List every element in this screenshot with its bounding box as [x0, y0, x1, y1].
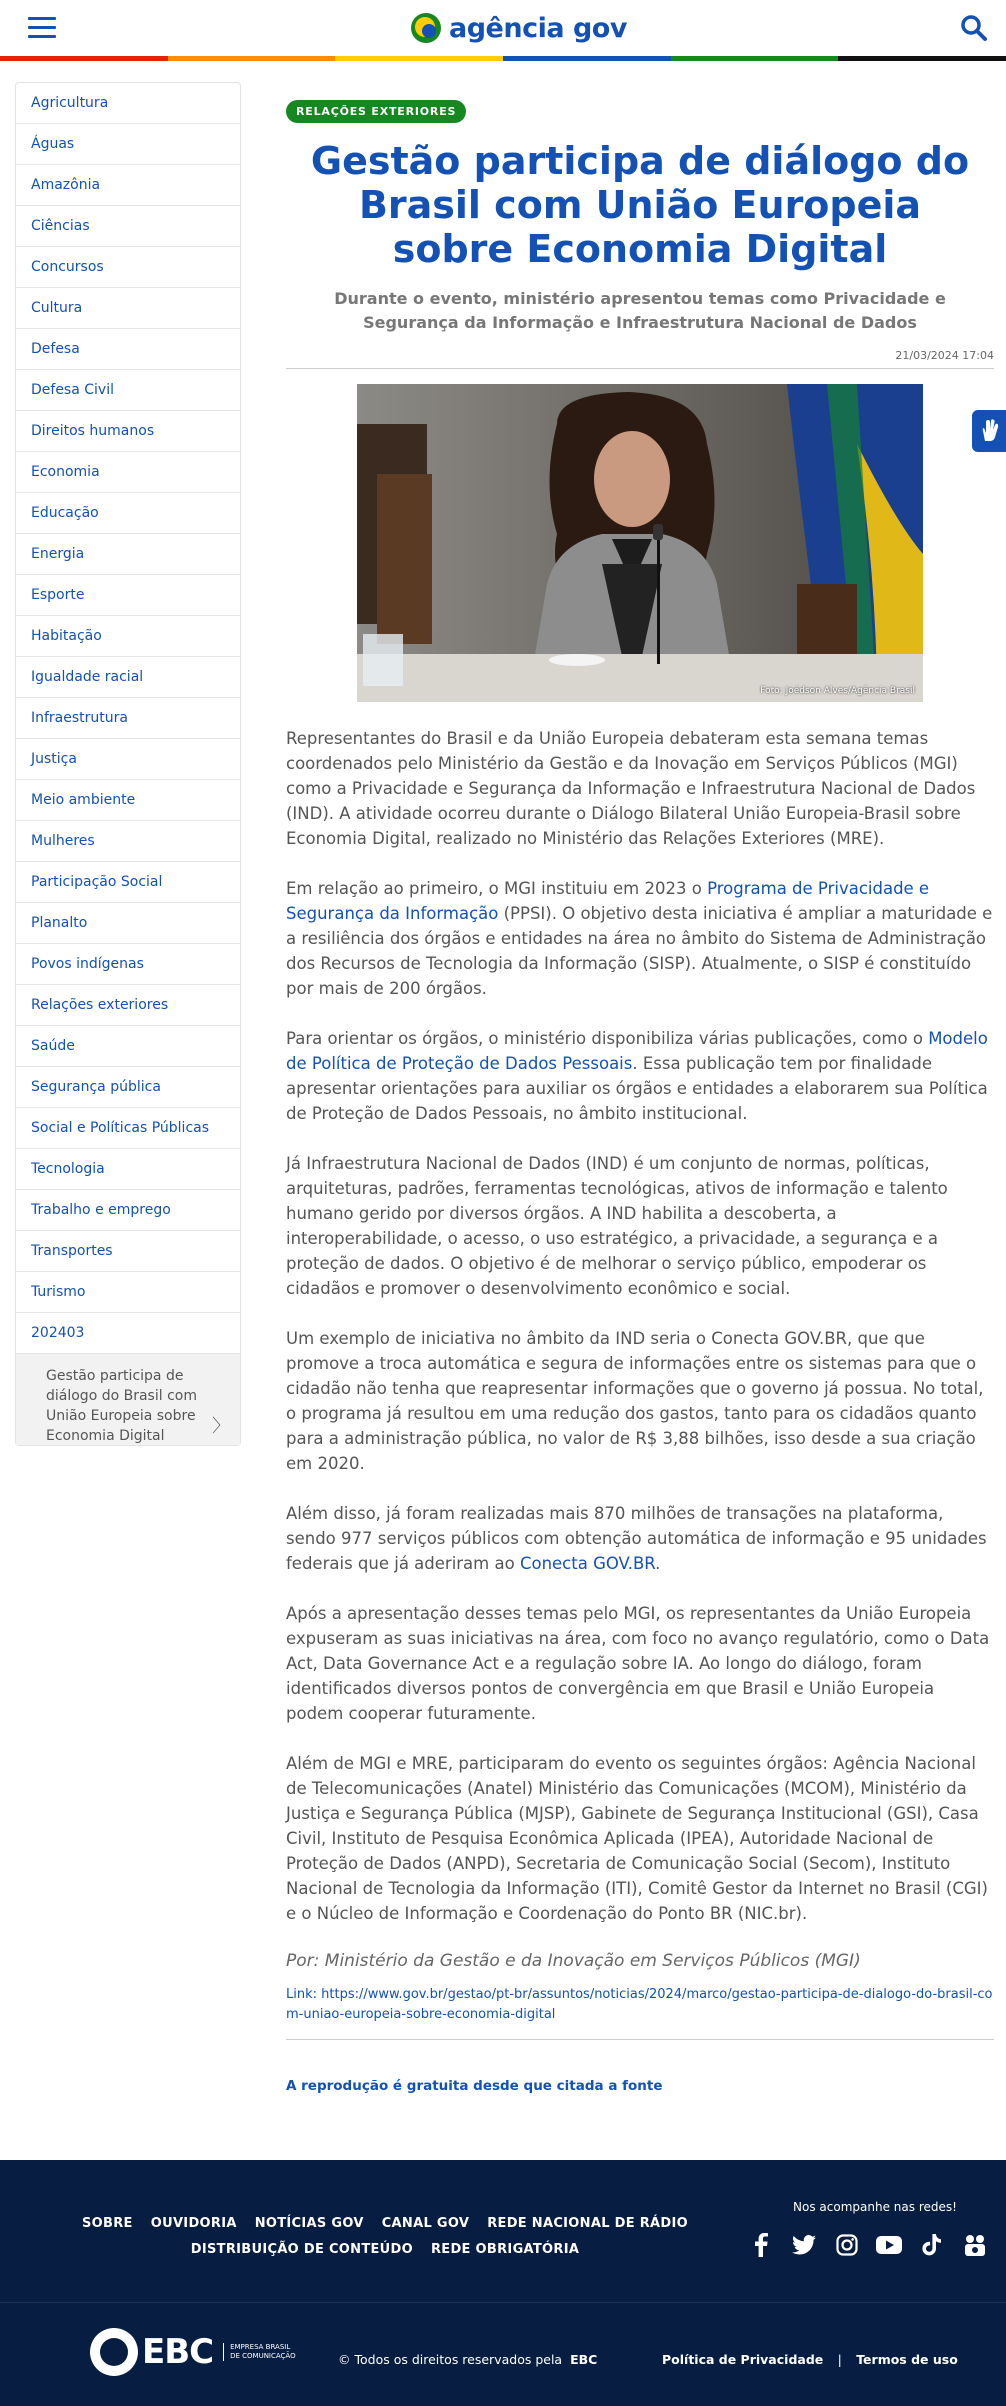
sidebar-item[interactable]: Relações exteriores [16, 985, 240, 1026]
sidebar-item[interactable]: Turismo [16, 1272, 240, 1313]
sidebar-item[interactable]: Ciências [16, 206, 240, 247]
sidebar-item[interactable]: Trabalho e emprego [16, 1190, 240, 1231]
sidebar-item[interactable]: Participação Social [16, 862, 240, 903]
site-footer [0, 2160, 1006, 2406]
stripe-segment [335, 56, 503, 61]
header-color-stripe [0, 56, 1006, 61]
sidebar-item[interactable]: Tecnologia [16, 1149, 240, 1190]
ppsi-link[interactable]: Programa de Privacidade e Segurança da Informação [286, 879, 930, 923]
sidebar-item[interactable]: Habitação [16, 616, 240, 657]
twitter-icon[interactable] [791, 2232, 817, 2258]
sidebar-item[interactable]: Educação [16, 493, 240, 534]
stripe-segment [671, 56, 839, 61]
footer-link[interactable]: DISTRIBUIÇÃO DE CONTEÚDO [190, 2242, 413, 2257]
article-subtitle: Durante o evento, ministério apresentou temas como Privacidade e Segurança da Informação e Infraestrutura Nacional de Dados [334, 289, 946, 332]
stripe-segment [838, 56, 1006, 61]
footer-link[interactable]: REDE NACIONAL DE RÁDIO [487, 2216, 688, 2231]
accessibility-hand-icon[interactable] [972, 410, 1006, 452]
sidebar-item[interactable]: Defesa [16, 329, 240, 370]
article-body [286, 726, 994, 1926]
chevron-right-icon: 〉 [212, 1416, 230, 1437]
sidebar-current-article[interactable] [16, 1354, 240, 1445]
youtube-icon[interactable] [876, 2232, 902, 2258]
sidebar-item[interactable]: Saúde [16, 1026, 240, 1067]
site-header [0, 0, 1006, 56]
privacy-policy-link[interactable]: Política de Privacidade [662, 2352, 824, 2367]
footer-link[interactable]: CANAL GOV [381, 2216, 470, 2231]
paragraph-3: Para orientar os órgãos, o ministério disponibiliza várias publicações, como o Modelo de Política de Proteção de Dados Pessoais. Essa publicação tem por finalidade apresentar orientações para auxiliar os órgãos e entidades a elaborarem sua Política de Proteção de Dados Pessoais, no âmbito institucional. [286, 1029, 988, 1123]
divider [286, 368, 994, 369]
paragraph-5: Um exemplo de iniciativa no âmbito da IND seria o Conecta GOV.BR, que que promove a troca automática e segura de informações entre os sistemas para que o cidadão não tenha que reapresentar informações que o governo já possua. No total, o programa já resultou em uma redução dos gastos, tanto para os cidadãos quanto para a administração pública, no valor de R$ 3,88 bilhões, isso desde a sua criação em 2020. [286, 1329, 984, 1473]
sidebar-item[interactable]: Segurança pública [16, 1067, 240, 1108]
sidebar-item[interactable]: Planalto [16, 903, 240, 944]
sidebar-item[interactable]: Amazônia [16, 165, 240, 206]
sidebar-item[interactable]: Meio ambiente [16, 780, 240, 821]
footer-link[interactable]: NOTÍCIAS GOV [254, 2216, 364, 2231]
instagram-icon[interactable] [834, 2232, 860, 2258]
footer-divider [0, 2302, 1006, 2303]
sidebar-item[interactable]: Transportes [16, 1231, 240, 1272]
logo-text: agência gov [449, 12, 627, 44]
stripe-segment [503, 56, 671, 61]
category-tag[interactable]: RELAÇÕES EXTERIORES [286, 100, 466, 123]
paragraph-6: Além disso, já foram realizadas mais 870 milhões de transações na plataforma, sendo 977 serviços públicos com obtenção automática de informação e 95 unidades federais que já aderiram ao Conecta GOV.BR. [286, 1504, 987, 1573]
sidebar-item[interactable]: Cultura [16, 288, 240, 329]
sidebar-item[interactable]: Mulheres [16, 821, 240, 862]
reproduction-notice: A reprodução é gratuita desde que citada a fonte [286, 2078, 663, 2094]
sidebar-item[interactable]: Igualdade racial [16, 657, 240, 698]
legal-links [662, 2352, 958, 2367]
source-link[interactable]: Link: https://www.gov.br/gestao/pt-br/assuntos/noticias/2024/marco/gestao-participa-de-dialogo-do-brasil-com-uniao-europeia-sobre-economia-digital [286, 1987, 993, 2022]
hamburger-menu-icon[interactable] [28, 17, 56, 39]
search-icon[interactable] [960, 14, 988, 42]
sidebar-item[interactable]: Águas [16, 124, 240, 165]
sidebar-item[interactable]: Direitos humanos [16, 411, 240, 452]
ebc-subtitle: EMPRESA BRASIL DE COMUNICAÇÃO [223, 2343, 296, 2361]
sidebar-item[interactable]: Agricultura [16, 83, 240, 124]
sidebar-item[interactable]: 202403 [16, 1313, 240, 1354]
article-title: Gestão participa de diálogo do Brasil com União Europeia sobre Economia Digital [310, 139, 970, 271]
ebc-logo[interactable] [90, 2328, 296, 2376]
publish-date: 21/03/2024 17:04 [895, 349, 994, 362]
category-sidebar [15, 82, 241, 1446]
footer-nav [40, 2210, 730, 2262]
privacy-policy-model-link[interactable]: Modelo de Política de Proteção de Dados Pessoais [286, 1029, 988, 1073]
sidebar-item[interactable]: Esporte [16, 575, 240, 616]
copyright-notice: © Todos os direitos reservados pela EBC [338, 2352, 598, 2367]
sidebar-current-label: Gestão participa de diálogo do Brasil com União Europeia sobre Economia Digital [46, 1368, 197, 1444]
agencia-gov-logo[interactable] [411, 10, 627, 46]
paragraph-8: Além de MGI e MRE, participaram do evento os seguintes órgãos: Agência Nacional de Telecomunicações (Anatel) Ministério das Comunicações (MCOM), Ministério da Justiça e Segurança Pública (MJSP), Gabinete de Segurança Institucional (GSI), Casa Civil, Instituto de Pesquisa Econômica Aplicada (IPEA), Autoridade Nacional de Proteção de Dados (ANPD), Secretaria de Comunicação Social (Secom), Instituto Nacional de Tecnologia da Informação (ITI), Comitê Gestor da Internet no Brasil (CGI) e o Núcleo de Informação e Coordenação do Ponto BR (NIC.br). [286, 1754, 988, 1923]
footer-link[interactable]: SOBRE [82, 2216, 133, 2231]
paragraph-2: Em relação ao primeiro, o MGI instituiu em 2023 o Programa de Privacidade e Segurança da Informação (PPSI). O objetivo desta iniciativa é ampliar a maturidade e a resiliência dos órgãos e entidades na área no âmbito do Sistema de Administração dos Recursos de Tecnologia da Informação (SISP). Atualmente, o SISP é constituído por mais de 200 órgãos. [286, 879, 993, 998]
follow-us-label: Nos acompanhe nas redes! [793, 2200, 957, 2214]
footer-link[interactable]: REDE OBRIGATÓRIA [430, 2242, 580, 2257]
stripe-segment [168, 56, 336, 61]
terms-of-use-link[interactable]: Termos de uso [856, 2352, 958, 2367]
sidebar-item[interactable]: Defesa Civil [16, 370, 240, 411]
sidebar-item[interactable]: Social e Políticas Públicas [16, 1108, 240, 1149]
article [286, 100, 994, 2094]
ebc-logo-icon [90, 2328, 138, 2376]
logo-mark-icon [411, 13, 441, 43]
footer-link[interactable]: OUVIDORIA [150, 2216, 237, 2231]
sidebar-item[interactable]: Concursos [16, 247, 240, 288]
stripe-segment [0, 56, 168, 61]
article-author: Por: Ministério da Gestão e da Inovação em Serviços Públicos (MGI) [286, 1951, 861, 1971]
sidebar-item[interactable]: Povos indígenas [16, 944, 240, 985]
flickr-icon[interactable] [962, 2232, 988, 2258]
paragraph-4: Já Infraestrutura Nacional de Dados (IND) é um conjunto de normas, políticas, arquiteturas, padrões, ferramentas tecnológicas, ativos de informação e talento humano gerido por diversos órgãos. A IND habilita a descoberta, a interoperabilidade, o acesso, o uso estratégico, a privacidade, a segurança e a proteção de dados. O objetivo é de melhorar o serviço público, empoderar os cidadãos e promover o desenvolvimento econômico e social. [286, 1154, 948, 1298]
sidebar-item[interactable]: Justiça [16, 739, 240, 780]
paragraph-1: Representantes do Brasil e da União Europeia debateram esta semana temas coordenados pelo Ministério da Gestão e da Inovação em Serviços Públicos (MGI) como a Privacidade e Segurança da Informação e Infraestrutura Nacional de Dados (IND). A atividade ocorreu durante o Diálogo Bilateral União Europeia-Brasil sobre Economia Digital, realizado no Ministério das Relações Exteriores (MRE). [286, 729, 976, 848]
legal-separator: | [837, 2352, 842, 2367]
photo-credit: Foto: Joédson Alves/Agência Brasil [760, 686, 915, 696]
conecta-govbr-link[interactable]: Conecta GOV.BR [519, 1554, 656, 1573]
tiktok-icon[interactable] [919, 2232, 945, 2258]
divider [286, 2039, 994, 2040]
article-photo [357, 384, 923, 702]
sidebar-item[interactable]: Economia [16, 452, 240, 493]
paragraph-7: Após a apresentação desses temas pelo MGI, os representantes da União Europeia expuseram as suas iniciativas na área, com foco no avanço regulatório, como o Data Act, Data Governance Act e a regulação sobre IA. Ao longo do diálogo, foram identificados diversos pontos de convergência em que Brasil e União Europeia podem cooperar futuramente. [286, 1604, 990, 1723]
sidebar-item[interactable]: Energia [16, 534, 240, 575]
social-links [748, 2232, 988, 2258]
ebc-logo-text: EBC [142, 2332, 214, 2372]
facebook-icon[interactable] [748, 2232, 774, 2258]
sidebar-item[interactable]: Infraestrutura [16, 698, 240, 739]
